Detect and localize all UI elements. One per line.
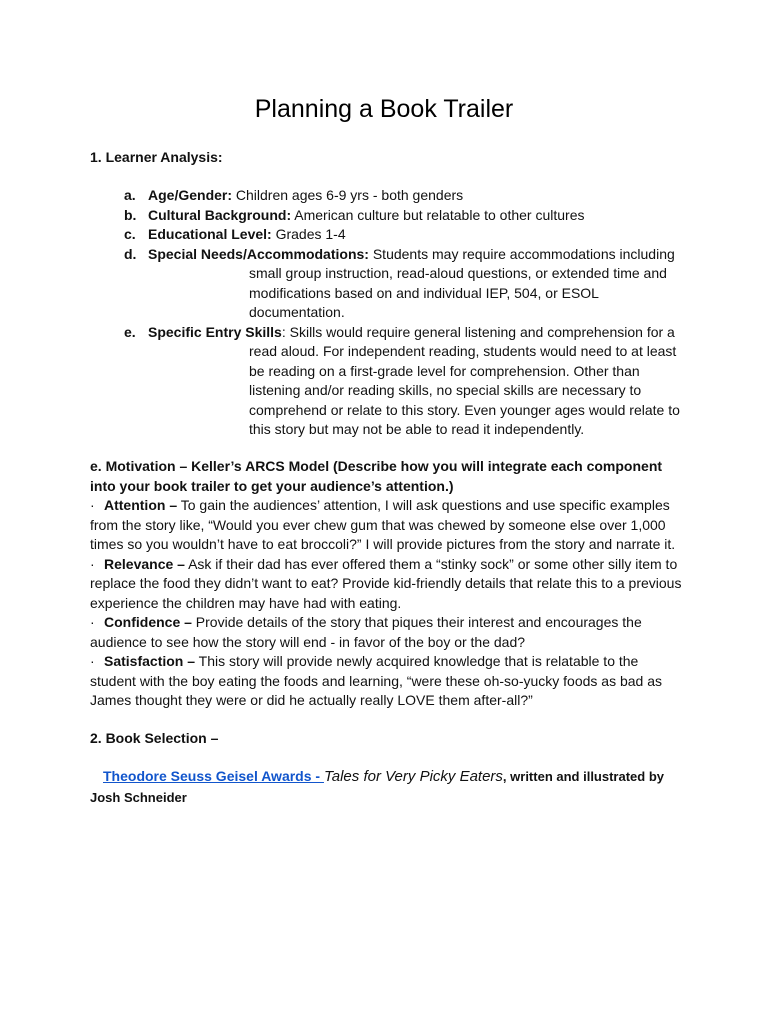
bullet-text: times so you wouldn’t have to eat broccoli?” I will provide pictures from the story and narrate it. <box>90 536 676 552</box>
bullet-text: audience to see how the story will end - in favor of the boy or the dad? <box>90 633 526 650</box>
item-text: documentation. <box>249 304 345 320</box>
bullet-dot: · <box>90 555 95 572</box>
bullet-text: experience the children may have had with eating. <box>90 594 402 611</box>
bullet-label: Attention – <box>104 497 178 513</box>
item-text: small group instruction, read-aloud questions, or extended time and <box>249 265 667 281</box>
bullet-label: Satisfaction – <box>104 653 196 669</box>
item-text: Grades 1-4 <box>271 226 346 242</box>
bullet-dot: · <box>90 497 95 513</box>
list-item <box>124 245 684 323</box>
list-item <box>124 206 684 226</box>
item-label: Special Needs/Accommodations: <box>148 245 369 262</box>
list-letter: a. <box>124 187 136 203</box>
book-author: Josh Schneider <box>90 790 187 805</box>
bullet-text: To gain the audiences’ attention, I will ask questions and use specific examples <box>177 497 670 513</box>
item-text: comprehend or relate to this story. Even younger ages would relate to <box>249 401 680 418</box>
list-item <box>124 186 684 206</box>
bullet-dot: · <box>90 614 95 630</box>
arcs-bullet-confidence <box>90 613 690 652</box>
item-label: Cultural Background: <box>148 206 292 223</box>
geisel-awards-link[interactable]: Theodore Seuss Geisel Awards - <box>103 768 324 784</box>
list-letter: c. <box>124 226 136 242</box>
bullet-text: James thought they were or did he actually really LOVE them after-all?” <box>90 692 533 708</box>
motivation-heading: e. Motivation – Keller’s ARCS Model (Describe how you will integrate each component <box>90 458 663 474</box>
list-item <box>124 225 684 245</box>
bullet-label: Relevance – <box>104 555 185 572</box>
motivation-section <box>90 457 690 711</box>
book-selection-line <box>90 766 690 808</box>
item-label: Educational Level: <box>148 226 272 242</box>
learner-analysis-heading: 1. Learner Analysis: <box>90 149 223 165</box>
arcs-bullet-relevance <box>90 555 690 614</box>
item-label: Specific Entry Skills <box>148 323 282 340</box>
item-text: listening and/or reading skills, no special skills are necessary to <box>249 382 642 398</box>
book-selection-heading: 2. Book Selection – <box>90 730 219 746</box>
motivation-heading-cont: into your book trailer to get your audience’s attention.) <box>90 477 454 494</box>
item-text: Children ages 6-9 yrs - both genders <box>232 187 464 203</box>
item-text: : Skills would require general listening and comprehension for a <box>281 323 675 340</box>
bullet-text: replace the food they didn’t want to eat? Provide kid-friendly details that relate this to a previous <box>90 575 682 591</box>
bullet-text: This story will provide newly acquired knowledge that is relatable to the <box>195 653 639 669</box>
book-byline: , written and illustrated by <box>502 769 664 784</box>
arcs-bullet-satisfaction <box>90 652 690 711</box>
arcs-bullet-attention <box>90 496 690 555</box>
item-text: read aloud. For independent reading, students would need to at least <box>249 343 677 359</box>
list-letter: e. <box>124 323 136 340</box>
item-text: this story but may not be able to read it independently. <box>249 421 585 437</box>
item-text: Students may require accommodations including <box>368 245 675 262</box>
list-letter: b. <box>124 206 137 223</box>
bullet-text: Ask if their dad has ever offered them a “stinky sock” or some other silly item to <box>184 555 678 572</box>
bullet-dot: · <box>90 653 95 669</box>
page-title: Planning a Book Trailer <box>254 95 514 123</box>
bullet-text: Provide details of the story that piques their interest and encourages the <box>191 614 642 630</box>
item-text: American culture but relatable to other cultures <box>291 206 585 223</box>
item-text: modifications based on and individual IEP, 504, or ESOL <box>249 284 599 301</box>
bullet-label: Confidence – <box>104 614 192 630</box>
bullet-text: student with the boy eating the foods and learning, “were these oh-so-yucky foods as bad as <box>90 672 663 689</box>
item-text: be reading on a first-grade level for comprehension. Other than <box>249 362 640 379</box>
item-label: Age/Gender: <box>148 187 233 203</box>
list-item <box>124 323 684 440</box>
book-title: Tales for Very Picky Eaters <box>323 768 503 785</box>
learner-analysis-list <box>124 186 684 440</box>
bullet-text: from the story like, “Would you ever chew gum that was chewed by someone else over 1,000 <box>90 516 666 533</box>
list-letter: d. <box>124 245 137 262</box>
